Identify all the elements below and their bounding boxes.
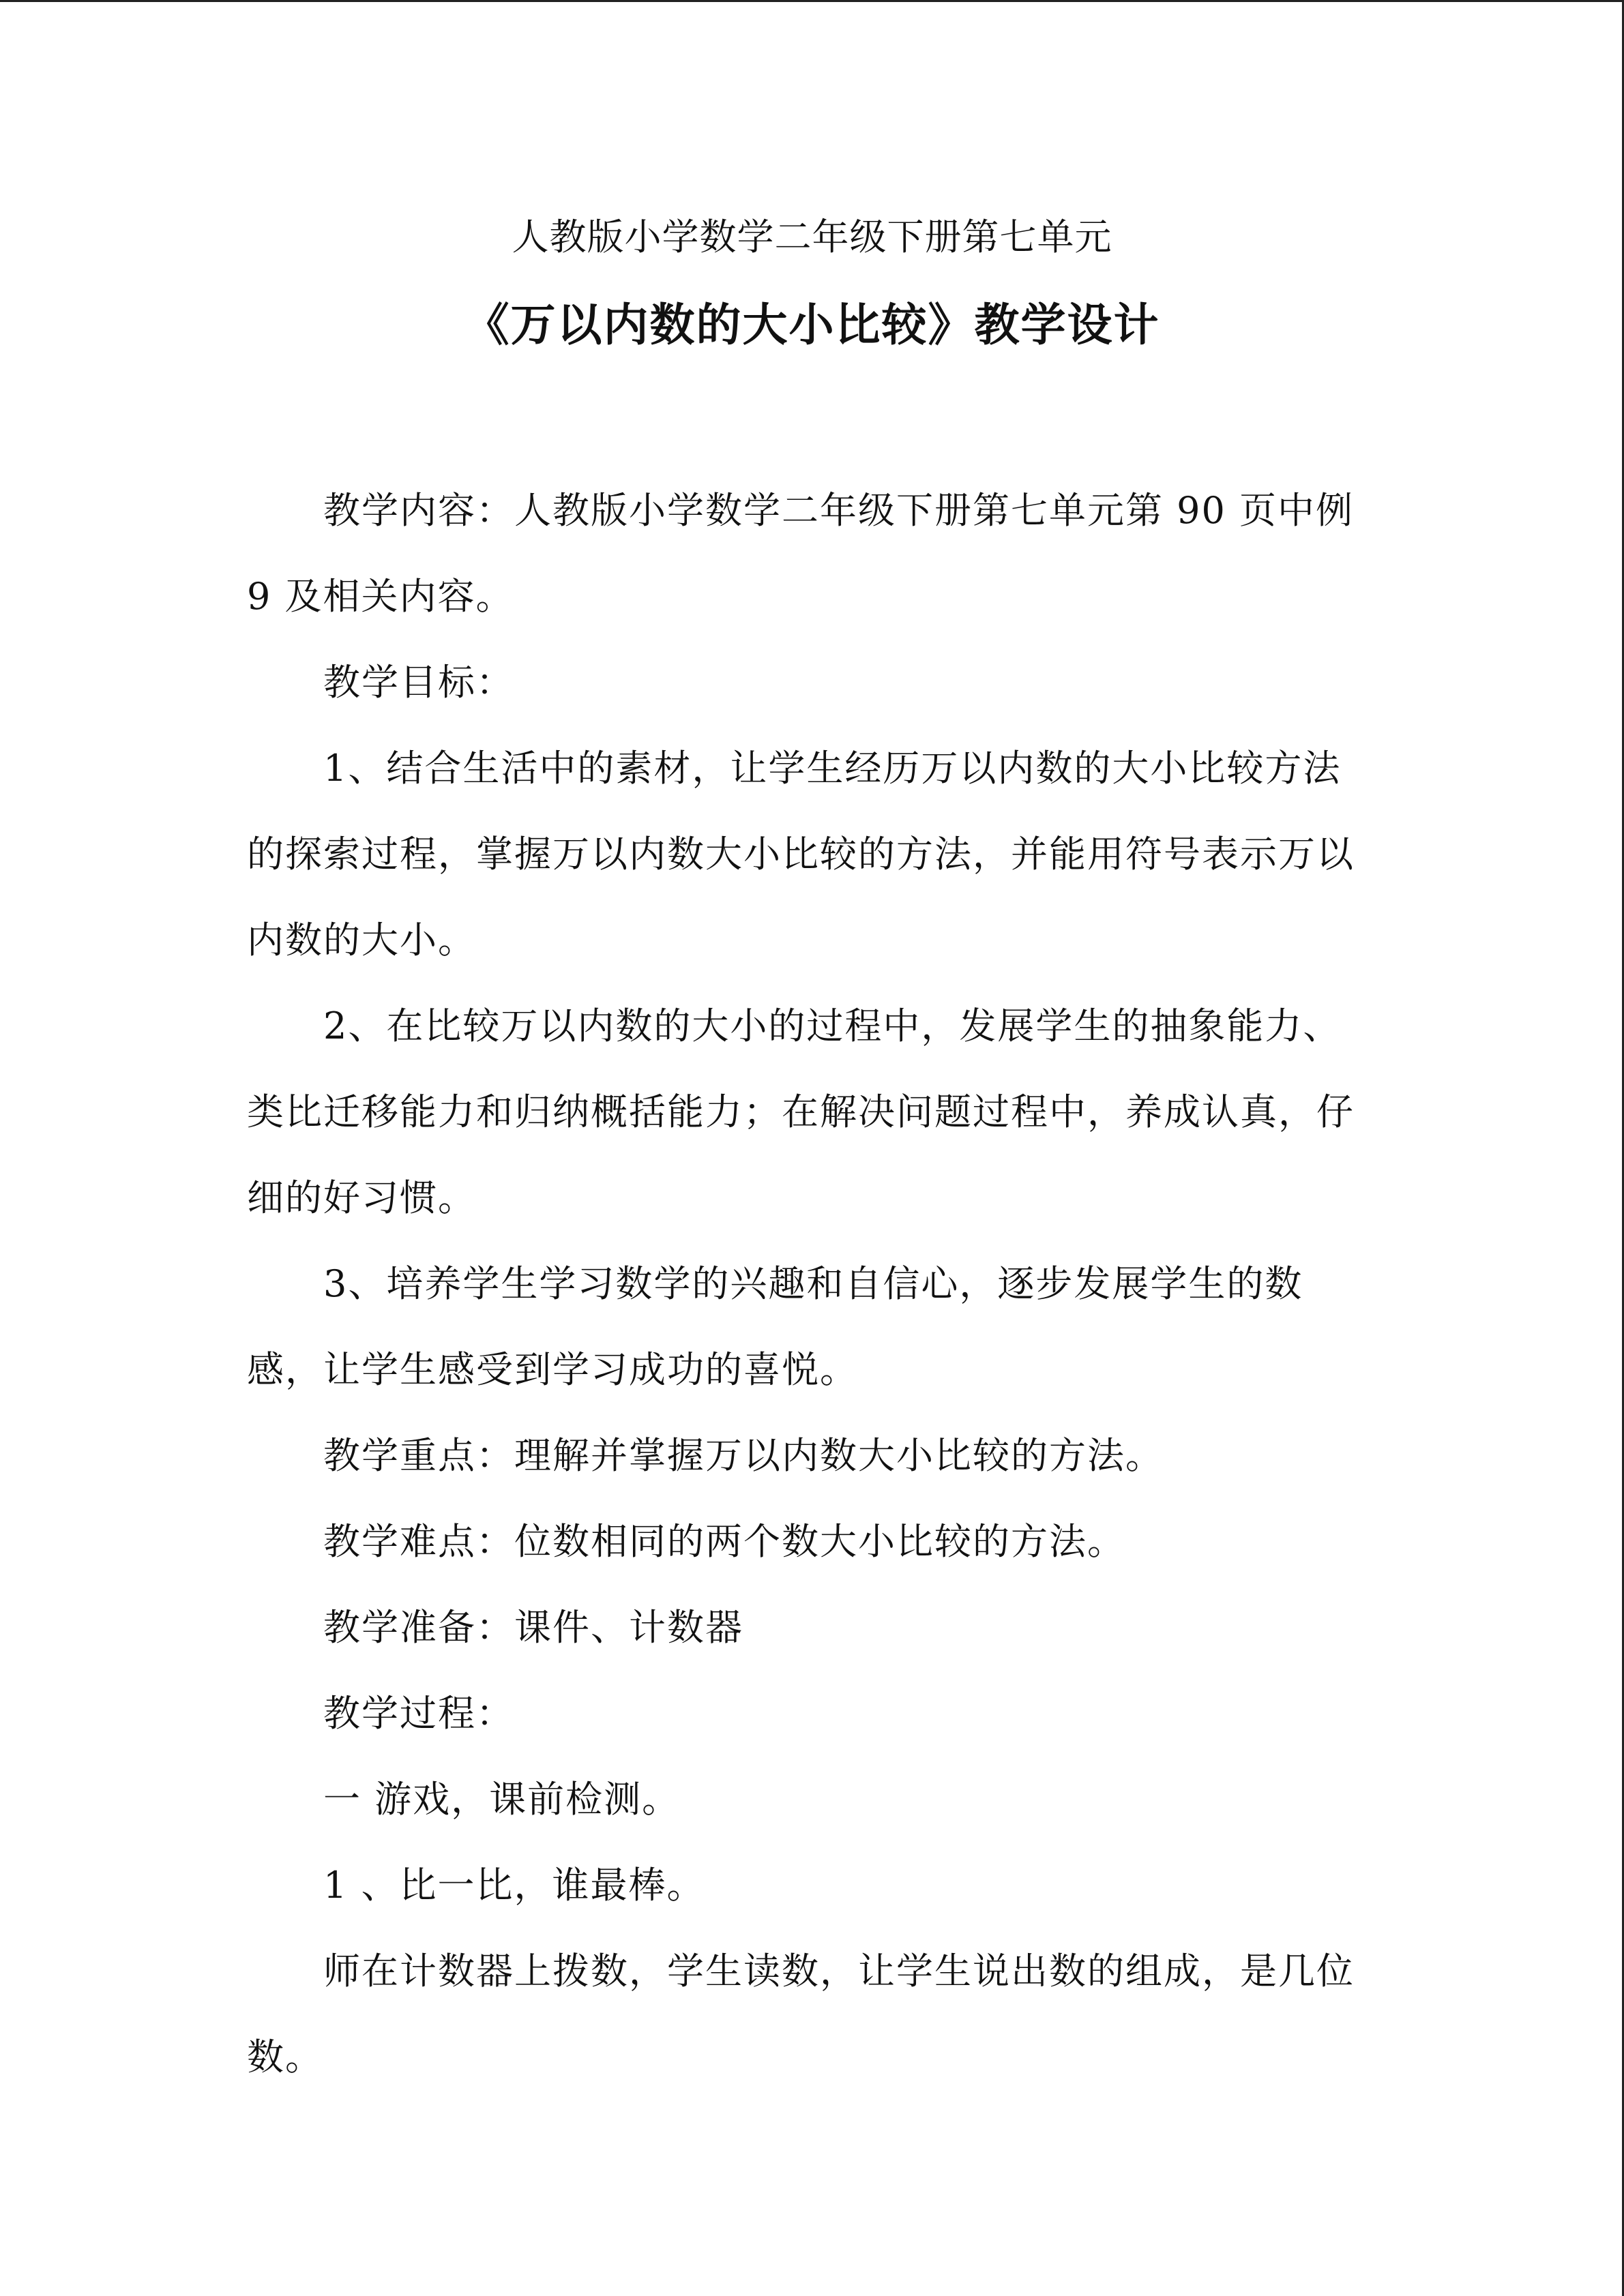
- paragraph-goal-2: 2、在比较万以内数的大小的过程中，发展学生的抽象能力、类比迁移能力和归纳概括能力；在解决问题过程中，养成认真，仔细的好习惯。: [247, 1004, 1355, 1219]
- paragraph-goal-3: 3、培养学生学习数学的兴趣和自信心，逐步发展学生的数感，让学生感受到学习成功的喜悦。: [247, 1262, 1303, 1391]
- paragraph-goal-1: 1、结合生活中的素材，让学生经历万以内数的大小比较方法的探索过程，掌握万以内数大小比较的方法，并能用符号表示万以内数的大小。: [247, 747, 1355, 961]
- paragraph-teaching-content: 教学内容：人教版小学数学二年级下册第七单元第 90 页中例 9 及相关内容。: [247, 489, 1355, 618]
- paragraph-teaching-goals-heading: 教学目标：: [323, 661, 514, 704]
- document-subtitle: 人教版小学数学二年级下册第七单元: [512, 215, 1112, 258]
- document-body: [247, 468, 1379, 2100]
- paragraph-activity-1: 1 、比一比，谁最棒。: [323, 1864, 705, 1907]
- paragraph-key-point: 教学重点：理解并掌握万以内数大小比较的方法。: [323, 1434, 1164, 1477]
- paragraph-preparation: 教学准备：课件、计数器: [323, 1606, 743, 1649]
- paragraph-difficulty: 教学难点：位数相同的两个数大小比较的方法。: [323, 1520, 1125, 1563]
- paragraph-activity-description: 师在计数器上拨数，学生读数，让学生说出数的组成，是几位数。: [247, 1950, 1355, 2078]
- paragraph-process-heading: 教学过程：: [323, 1692, 514, 1735]
- paragraph-section-1: 一 游戏，课前检测。: [323, 1778, 681, 1821]
- document-title: 《万以内数的大小比较》教学设计: [464, 299, 1160, 351]
- page-top-border: [0, 0, 1624, 2]
